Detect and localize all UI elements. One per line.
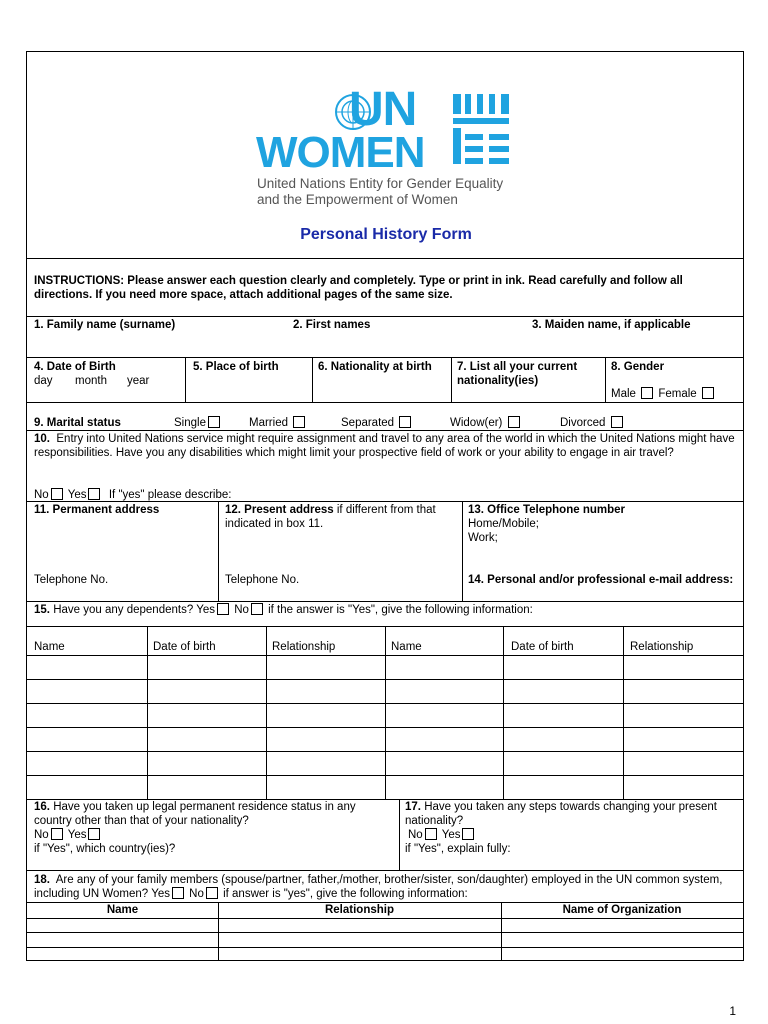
marital-widow [450,416,522,430]
q16-text: Have you taken up legal permanent residence status in any country other than that of your nationality? [34,801,356,827]
q17-no-label: No [408,829,423,841]
q15-number: 15. [34,604,50,616]
disabilities-answer [34,488,231,502]
residence-follow-up: if "Yes", which country(ies)? [34,843,176,855]
marital-single [174,416,222,430]
q16-yes-label: Yes [67,829,87,841]
dob-day-label: day [34,375,53,387]
instructions: INSTRUCTIONS: Please answer each question clearly and completely. Type or print in ink. Read carefully and follow all directions. If you need more space, attach additional pages of the same size. [34,275,683,301]
q15-after: if the answer is "Yes", give the following information: [268,604,533,616]
home-mobile-label: Home/Mobile; [468,518,539,530]
family-col-relationship: Relationship [324,904,394,916]
dob-month-label: month [75,375,107,387]
q10-describe-label: If "yes" please describe: [108,489,232,501]
form-page [26,51,744,961]
q17-yes-label: Yes [441,829,461,841]
q18-text: Are any of your family members (spouse/partner, father,/mother, brother/sister, son/daughter) employed in the UN common system, including UN Women? [34,874,723,900]
permanent-phone-label: Telephone No. [34,574,109,586]
q16-yes-checkbox[interactable] [88,828,100,840]
marital-separated [341,416,413,430]
q18-no-checkbox[interactable] [206,887,218,899]
permanent-address-label: 11. Permanent address [34,504,160,516]
dependents-col-dob-2: Date of birth [511,641,574,653]
first-names-label: 2. First names [293,319,371,331]
q10-yes-label: Yes [67,489,87,501]
gender-female-label: Female [658,388,697,400]
q15-text: Have you any dependents? [53,604,194,616]
q12-label: 12. Present address [225,504,334,516]
marital-status-label: 9. Marital status [34,417,121,429]
dependents-col-relationship-1: Relationship [272,641,336,653]
family-employed-question [34,873,740,901]
email-address-label: 14. Personal and/or professional e-mail address: [468,574,734,586]
q12-note: if different from that indicated in box 11. [225,504,436,530]
marital-separated-checkbox[interactable] [399,416,411,428]
q18-yes-label: Yes [151,888,170,900]
dependents-col-name-1: Name [34,641,65,653]
marital-divorced-label: Divorced [560,417,606,429]
women-symbol-icon [453,94,519,166]
marital-divorced-checkbox[interactable] [611,416,623,428]
q18-yes-checkbox[interactable] [172,887,184,899]
marital-single-checkbox[interactable] [208,416,220,428]
q18-after: if answer is "yes", give the following information: [223,888,468,900]
marital-separated-label: Separated [341,417,395,429]
residence-question [34,800,389,828]
residence-answer [34,828,102,842]
q16-no-label: No [34,829,49,841]
q15-yes-checkbox[interactable] [217,603,229,615]
q10-text: Entry into United Nations service might require assignment and travel to any area of the world in which the United Nations might have responsibilities. Have you any disabilities which might limit your prospective field of work or your ability to engage in air travel? [34,433,735,459]
gender-male-label: Male [611,388,636,400]
q15-yes-label: Yes [196,604,215,616]
present-address-label [225,503,457,531]
nationality-change-follow-up: if "Yes", explain fully: [405,843,511,855]
q17-text: Have you taken any steps towards changing your present nationality? [405,801,717,827]
q10-no-label: No [34,489,49,501]
marital-single-label: Single [174,417,206,429]
q15-no-checkbox[interactable] [251,603,263,615]
nationality-at-birth-label: 6. Nationality at birth [318,361,432,373]
place-of-birth-label: 5. Place of birth [193,361,279,373]
date-of-birth-label: 4. Date of Birth [34,361,116,373]
dependents-col-dob-1: Date of birth [153,641,216,653]
q10-yes-checkbox[interactable] [88,488,100,500]
nationality-change-question [405,800,735,828]
form-title: Personal History Form [300,226,472,243]
logo-women-text: WOMEN [256,128,425,177]
page-number: 1 [729,1004,736,1018]
gender-options [611,387,716,401]
marital-widow-checkbox[interactable] [508,416,520,428]
q10-no-checkbox[interactable] [51,488,63,500]
disabilities-question [34,432,738,460]
q18-number: 18. [34,874,50,886]
logo-tagline [257,176,503,208]
marital-divorced [560,416,625,430]
marital-married-label: Married [249,417,288,429]
q17-number: 17. [405,801,421,813]
dependents-col-name-2: Name [391,641,422,653]
dependents-col-relationship-2: Relationship [630,641,694,653]
tagline-line-2: and the Empowerment of Women [257,192,458,207]
current-nationalities-label: 7. List all your current nationality(ies) [457,361,578,387]
family-col-organization: Name of Organization [562,904,682,916]
q17-no-checkbox[interactable] [425,828,437,840]
q15-no-label: No [234,604,249,616]
tagline-line-1: United Nations Entity for Gender Equality [257,176,504,191]
q16-no-checkbox[interactable] [51,828,63,840]
logo-un-text: UN [349,83,417,136]
marital-married-checkbox[interactable] [293,416,305,428]
q17-yes-checkbox[interactable] [462,828,474,840]
office-phone-label: 13. Office Telephone number [468,504,625,516]
present-phone-label: Telephone No. [225,574,300,586]
q18-no-label: No [189,888,204,900]
marital-widow-label: Widow(er) [450,417,503,429]
nationality-change-answer [408,828,476,842]
work-phone-label: Work; [468,532,498,544]
gender-female-checkbox[interactable] [702,387,714,399]
dependents-question [34,603,533,617]
gender-male-checkbox[interactable] [641,387,653,399]
gender-label: 8. Gender [611,361,665,373]
q16-number: 16. [34,801,50,813]
dob-year-label: year [127,375,150,387]
marital-married [249,416,307,430]
family-col-name: Name [106,904,139,916]
q10-number: 10. [34,433,50,445]
family-name-label: 1. Family name (surname) [34,319,176,331]
maiden-name-label: 3. Maiden name, if applicable [532,319,691,331]
